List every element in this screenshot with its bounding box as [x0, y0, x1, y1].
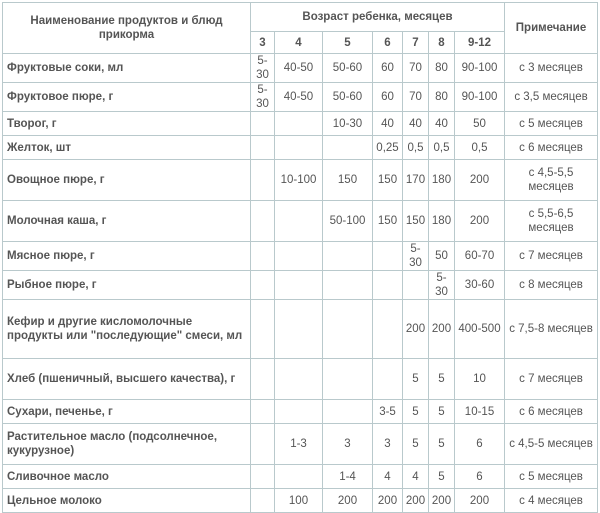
header-row-top: [3, 3, 598, 32]
age-header-6: 6: [373, 32, 403, 54]
quantity-cell: 0,25: [373, 136, 403, 160]
quantity-cell: 80: [429, 83, 455, 112]
quantity-cell: 3-5: [373, 400, 403, 424]
quantity-cell: 200: [455, 201, 505, 242]
quantity-cell: [251, 400, 275, 424]
age-header-7: 7: [403, 32, 429, 54]
quantity-cell: 400-500: [455, 300, 505, 359]
quantity-cell: 180: [429, 201, 455, 242]
quantity-cell: 40-50: [275, 54, 323, 83]
table-row: [3, 112, 598, 136]
quantity-cell: [251, 359, 275, 400]
note-cell: с 5,5-6,5 месяцев: [505, 201, 598, 242]
product-name-cell: Молочная каша, г: [3, 201, 251, 242]
quantity-cell: [251, 489, 275, 513]
product-name-cell: Фруктовые соки, мл: [3, 54, 251, 83]
quantity-cell: 200: [455, 160, 505, 201]
quantity-cell: [323, 359, 373, 400]
quantity-cell: 0,5: [429, 136, 455, 160]
quantity-cell: 5: [403, 359, 429, 400]
quantity-cell: 50: [429, 242, 455, 271]
table-row: [3, 359, 598, 400]
product-name-cell: Сухари, печенье, г: [3, 400, 251, 424]
quantity-cell: 5-30: [251, 83, 275, 112]
quantity-cell: 70: [403, 83, 429, 112]
quantity-cell: [323, 400, 373, 424]
quantity-cell: 30-60: [455, 271, 505, 300]
product-name-cell: Творог, г: [3, 112, 251, 136]
quantity-cell: 10-15: [455, 400, 505, 424]
quantity-cell: [251, 242, 275, 271]
quantity-cell: [251, 271, 275, 300]
product-name-cell: Овощное пюре, г: [3, 160, 251, 201]
table-row: [3, 465, 598, 489]
quantity-cell: [373, 300, 403, 359]
quantity-cell: 50-100: [323, 201, 373, 242]
product-name-cell: Сливочное масло: [3, 465, 251, 489]
note-cell: с 4,5-5 месяцев: [505, 424, 598, 465]
note-cell: с 7 месяцев: [505, 242, 598, 271]
product-name-cell: Цельное молоко: [3, 489, 251, 513]
quantity-cell: [251, 136, 275, 160]
quantity-cell: 3: [373, 424, 403, 465]
quantity-cell: [275, 359, 323, 400]
note-cell: с 3 месяцев: [505, 54, 598, 83]
note-cell: с 4,5-5,5 месяцев: [505, 160, 598, 201]
quantity-cell: 10: [455, 359, 505, 400]
quantity-cell: 200: [429, 300, 455, 359]
product-name-cell: Хлеб (пшеничный, высшего качества), г: [3, 359, 251, 400]
quantity-cell: 0,5: [403, 136, 429, 160]
note-cell: с 5 месяцев: [505, 112, 598, 136]
quantity-cell: 60-70: [455, 242, 505, 271]
quantity-cell: 80: [429, 54, 455, 83]
quantity-cell: 5: [429, 359, 455, 400]
quantity-cell: 5-30: [251, 54, 275, 83]
quantity-cell: [323, 136, 373, 160]
table-row: [3, 271, 598, 300]
quantity-cell: 90-100: [455, 54, 505, 83]
quantity-cell: 10-30: [323, 112, 373, 136]
quantity-cell: 60: [373, 83, 403, 112]
quantity-cell: [403, 271, 429, 300]
quantity-cell: 150: [373, 160, 403, 201]
product-name-cell: Фруктовое пюре, г: [3, 83, 251, 112]
quantity-cell: 10-100: [275, 160, 323, 201]
age-header-4: 4: [275, 32, 323, 54]
quantity-cell: [251, 465, 275, 489]
age-group-header: Возраст ребенка, месяцев: [251, 3, 505, 32]
age-header-9-12: 9-12: [455, 32, 505, 54]
quantity-cell: 40: [403, 112, 429, 136]
table-row: [3, 400, 598, 424]
quantity-cell: 4: [403, 465, 429, 489]
quantity-cell: [275, 400, 323, 424]
quantity-cell: 5: [429, 400, 455, 424]
quantity-cell: [373, 359, 403, 400]
quantity-cell: 200: [403, 300, 429, 359]
quantity-cell: 5-30: [429, 271, 455, 300]
age-header-8: 8: [429, 32, 455, 54]
age-header-3: 3: [251, 32, 275, 54]
note-cell: с 8 месяцев: [505, 271, 598, 300]
quantity-cell: 5-30: [403, 242, 429, 271]
quantity-cell: 170: [403, 160, 429, 201]
quantity-cell: 6: [455, 465, 505, 489]
quantity-cell: [251, 201, 275, 242]
product-name-cell: Рыбное пюре, г: [3, 271, 251, 300]
quantity-cell: 5: [403, 400, 429, 424]
age-header-5: 5: [323, 32, 373, 54]
quantity-cell: 5: [429, 424, 455, 465]
quantity-cell: 70: [403, 54, 429, 83]
table-row: [3, 54, 598, 83]
quantity-cell: [275, 271, 323, 300]
note-cell: с 7,5-8 месяцев: [505, 300, 598, 359]
product-name-cell: Кефир и другие кисломолочные продукты или "последующие" смеси, мл: [3, 300, 251, 359]
quantity-cell: 50: [455, 112, 505, 136]
quantity-cell: [275, 201, 323, 242]
quantity-cell: [373, 271, 403, 300]
quantity-cell: 6: [455, 424, 505, 465]
note-cell: с 7 месяцев: [505, 359, 598, 400]
table-row: [3, 136, 598, 160]
quantity-cell: [275, 242, 323, 271]
note-cell: с 6 месяцев: [505, 136, 598, 160]
quantity-cell: [275, 300, 323, 359]
quantity-cell: [275, 136, 323, 160]
quantity-cell: [251, 300, 275, 359]
quantity-cell: 40: [429, 112, 455, 136]
product-name-cell: Желток, шт: [3, 136, 251, 160]
quantity-cell: [323, 300, 373, 359]
quantity-cell: 60: [373, 54, 403, 83]
quantity-cell: 200: [403, 489, 429, 513]
quantity-cell: 1-3: [275, 424, 323, 465]
quantity-cell: 200: [429, 489, 455, 513]
quantity-cell: 90-100: [455, 83, 505, 112]
quantity-cell: 150: [403, 201, 429, 242]
quantity-cell: [275, 112, 323, 136]
table-row: [3, 242, 598, 271]
quantity-cell: 50-60: [323, 83, 373, 112]
note-cell: с 5 месяцев: [505, 465, 598, 489]
quantity-cell: 40-50: [275, 83, 323, 112]
table-row: [3, 489, 598, 513]
note-cell: с 4 месяцев: [505, 489, 598, 513]
note-cell: с 3,5 месяцев: [505, 83, 598, 112]
quantity-cell: 150: [373, 201, 403, 242]
quantity-cell: 100: [275, 489, 323, 513]
product-name-cell: Мясное пюре, г: [3, 242, 251, 271]
quantity-cell: 150: [323, 160, 373, 201]
quantity-cell: [275, 465, 323, 489]
quantity-cell: 200: [455, 489, 505, 513]
table-row: [3, 201, 598, 242]
table-row: [3, 424, 598, 465]
product-name-cell: Растительное масло (подсолнечное, кукурузное): [3, 424, 251, 465]
quantity-cell: 3: [323, 424, 373, 465]
quantity-cell: 50-60: [323, 54, 373, 83]
quantity-cell: 5: [403, 424, 429, 465]
quantity-cell: 40: [373, 112, 403, 136]
quantity-cell: 200: [323, 489, 373, 513]
table-row: [3, 160, 598, 201]
quantity-cell: [251, 112, 275, 136]
table-row: [3, 300, 598, 359]
quantity-cell: [373, 242, 403, 271]
quantity-cell: 5: [429, 465, 455, 489]
quantity-cell: 180: [429, 160, 455, 201]
product-column-header: Наименование продуктов и блюд прикорма: [3, 3, 251, 54]
quantity-cell: [251, 424, 275, 465]
quantity-cell: 0,5: [455, 136, 505, 160]
quantity-cell: 200: [373, 489, 403, 513]
note-column-header: Примечание: [505, 3, 598, 54]
quantity-cell: [323, 242, 373, 271]
feeding-table: [2, 2, 598, 513]
quantity-cell: [323, 271, 373, 300]
quantity-cell: [251, 160, 275, 201]
note-cell: с 6 месяцев: [505, 400, 598, 424]
table-row: [3, 83, 598, 112]
quantity-cell: 4: [373, 465, 403, 489]
quantity-cell: 1-4: [323, 465, 373, 489]
